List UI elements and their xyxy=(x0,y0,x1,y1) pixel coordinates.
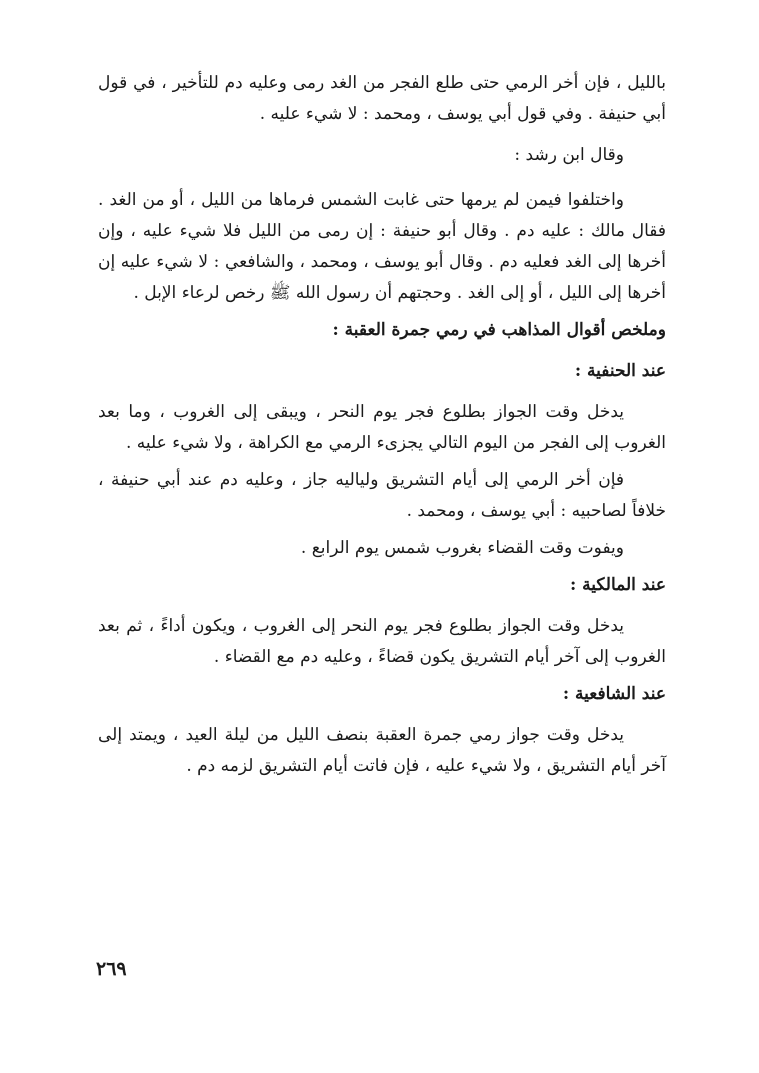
summary-heading: وملخص أقوال المذاهب في رمي جمرة العقبة : xyxy=(332,320,666,340)
page-number: ٢٦٩ xyxy=(96,958,127,980)
quote-intro: وقال ابن رشد : xyxy=(514,145,624,165)
shafii-paragraph-1: يدخل وقت جواز رمي جمرة العقبة بنصف الليل من ليلة العيد ، ويمتد إلى آخر أيام التشريق ، ولا شيء عليه ، فإن فاتت أيام التشريق لزمه دم . xyxy=(98,725,666,776)
shafii-heading: عند الشافعية : xyxy=(562,684,666,704)
page-body xyxy=(98,68,666,788)
hanafi-paragraph-2: فإن أخر الرمي إلى أيام التشريق ولياليه جاز ، وعليه دم عند أبي حنيفة ، خلافاً لصاحبيه : أبي يوسف ، ومحمد . xyxy=(98,470,666,521)
paragraph-intro: بالليل ، فإن أخر الرمي حتى طلع الفجر من الغد رمى وعليه دم للتأخير ، في قول أبي حنيفة . وفي قول أبي يوسف ، ومحمد : لا شيء عليه . xyxy=(98,73,666,124)
maliki-paragraph-1: يدخل وقت الجواز بطلوع فجر يوم النحر إلى الغروب ، ويكون أداءً ، ثم بعد الغروب إلى آخر أيام التشريق يكون قضاءً ، وعليه دم مع القضاء . xyxy=(98,616,666,667)
maliki-heading: عند المالكية : xyxy=(569,575,666,595)
hanafi-heading: عند الحنفية : xyxy=(574,361,666,381)
hanafi-paragraph-3: ويفوت وقت القضاء بغروب شمس يوم الرابع . xyxy=(300,538,624,558)
paragraph-ibn-rushd-quote: واختلفوا فيمن لم يرمها حتى غابت الشمس فرماها من الليل ، أو من الغد . فقال مالك : عليه دم . وقال أبو حنيفة : إن رمى من الليل فلا شيء عليه ، وإن أخرها إلى الغد فعليه دم . وقال أبو يوسف ، ومحمد ، والشافعي : لا شيء عليه إن أخرها إلى الليل ، أو إلى الغد . وحجتهم أن رسول الله ﷺ رخص لرعاء الإبل . xyxy=(98,190,666,303)
hanafi-paragraph-1: يدخل وقت الجواز بطلوع فجر يوم النحر ، ويبقى إلى الغروب ، وما بعد الغروب إلى الفجر من اليوم التالي يجزىء الرمي مع الكراهة ، ولا شيء عليه . xyxy=(98,402,666,453)
